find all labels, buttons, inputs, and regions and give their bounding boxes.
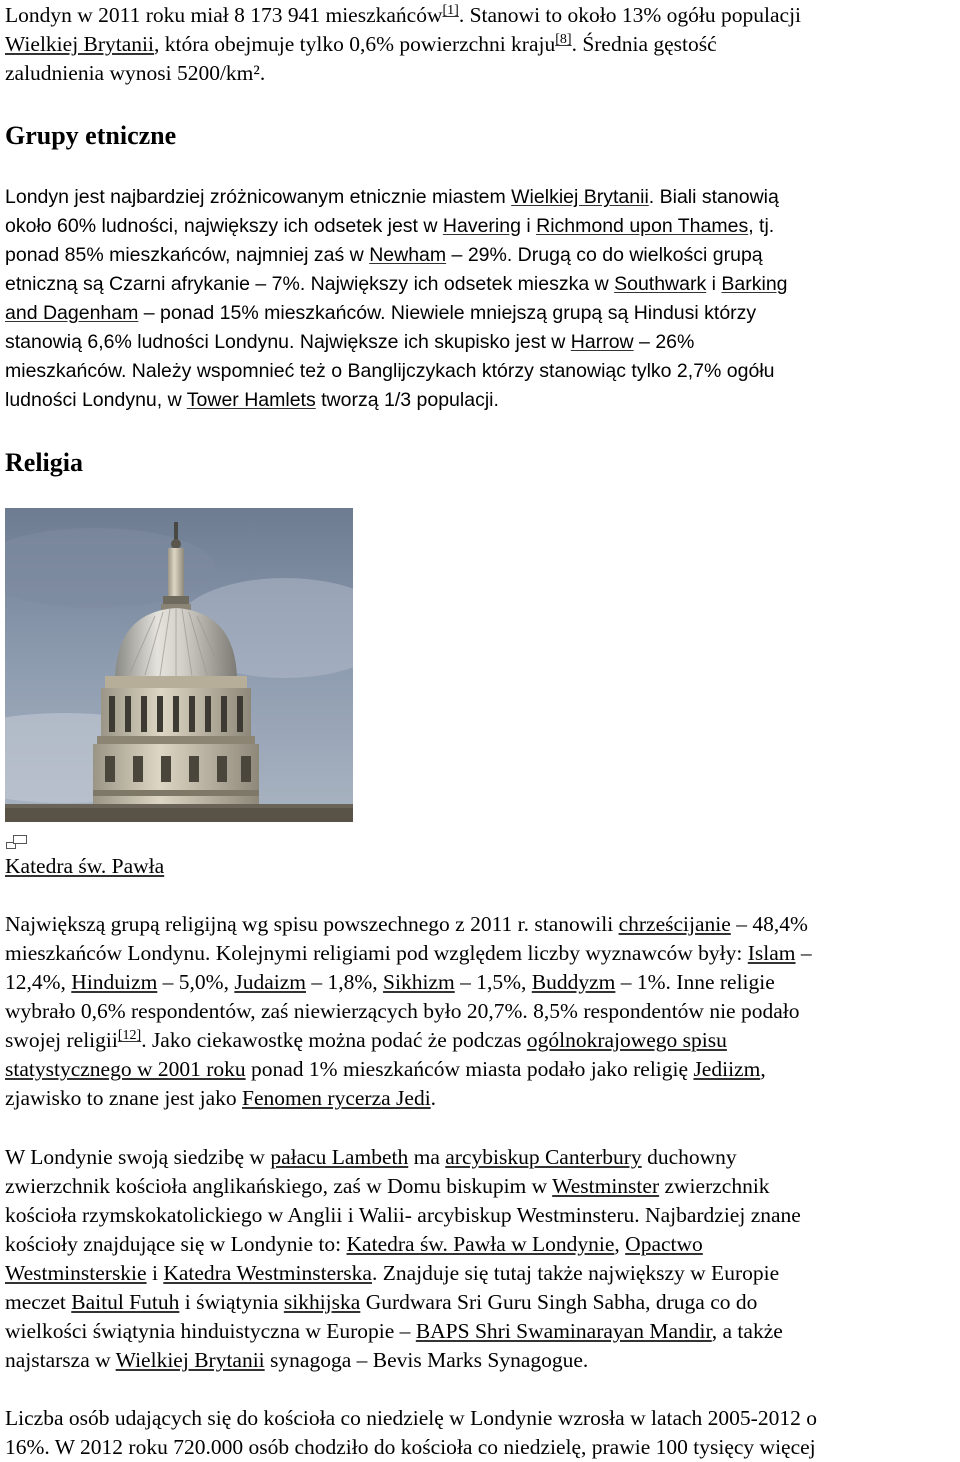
- text: wielkości świątynia hinduistyczna w Europie –: [5, 1319, 416, 1343]
- religion-paragraph-2: [5, 1143, 958, 1375]
- link-hinduizm[interactable]: Hinduizm: [71, 970, 158, 994]
- ethnic-paragraph: [5, 183, 958, 415]
- link-baps-mandir[interactable]: BAPS Shri Swaminarayan Mandir: [415, 1319, 712, 1343]
- link-palac-lambeth[interactable]: pałacu Lambeth: [270, 1145, 409, 1169]
- text: 12,4%,: [5, 970, 72, 994]
- religion-paragraph-1: [5, 910, 958, 1113]
- text: – 1,5%,: [454, 970, 532, 994]
- link-harrow[interactable]: Harrow: [570, 331, 634, 353]
- link-arcybiskup-canterbury[interactable]: arcybiskup Canterbury: [445, 1145, 642, 1169]
- text: najstarsza w: [5, 1348, 116, 1372]
- text: meczet: [5, 1290, 72, 1314]
- text: Londyn jest najbardziej zróżnicowanym etnicznie miastem: [5, 186, 512, 208]
- link-islam[interactable]: Islam: [747, 941, 796, 965]
- link-fenomen-rycerza-jedi[interactable]: Fenomen rycerza Jedi: [242, 1086, 431, 1110]
- text: ludności Londynu, w: [5, 389, 187, 411]
- link-spis-2001-cont[interactable]: statystycznego w 2001 roku: [5, 1057, 246, 1081]
- text: mieszkańców. Należy wspomnieć też o Banglijczykach którzy stanowiąc tylko 2,7% ogółu: [5, 360, 775, 382]
- heading-religia: Religia: [5, 448, 83, 477]
- text: ponad 85% mieszkańców, najmniej zaś w: [5, 244, 370, 266]
- link-opactwo[interactable]: Opactwo: [625, 1232, 703, 1256]
- text: zwierzchnik: [659, 1174, 770, 1198]
- link-richmond[interactable]: Richmond upon Thames: [536, 215, 749, 237]
- text: – ponad 15% mieszkańców. Niewiele mniejszą grupą są Hindusi którzy: [138, 302, 757, 324]
- text: – 48,4%: [730, 912, 808, 936]
- text: – 5,0%,: [157, 970, 235, 994]
- link-sikhizm[interactable]: Sikhizm: [383, 970, 455, 994]
- text: 16%. W 2012 roku 720.000 osób chodziło do kościoła co niedzielę, prawie 100 tysięcy więcej: [5, 1435, 816, 1459]
- link-tower-hamlets[interactable]: Tower Hamlets: [186, 389, 316, 411]
- text: stanowią 6,6% ludności Londynu. Największe ich skupisko jest w: [5, 331, 571, 353]
- reference-1-link[interactable]: [1]: [442, 3, 459, 18]
- text: , która obejmuje tylko 0,6% powierzchni kraju: [154, 32, 556, 56]
- text: Gurdwara Sri Guru Singh Sabha, druga co do: [360, 1290, 758, 1314]
- text: zjawisko to znane jest jako: [5, 1086, 243, 1110]
- link-opactwo-cont[interactable]: Westminsterskie: [5, 1261, 147, 1285]
- image-caption: [5, 852, 164, 880]
- link-judaizm[interactable]: Judaizm: [234, 970, 306, 994]
- text: i: [706, 273, 722, 295]
- enlarge-icon[interactable]: [5, 834, 29, 850]
- link-southwark[interactable]: Southwark: [614, 273, 707, 295]
- link-spis-2001[interactable]: ogólnokrajowego spisu: [526, 1028, 727, 1052]
- reference-12-link[interactable]: [12]: [117, 1028, 142, 1043]
- text: – 1%. Inne religie: [615, 970, 775, 994]
- heading-grupy-etniczne: Grupy etniczne: [5, 121, 177, 150]
- link-wielkiej-brytanii[interactable]: Wielkiej Brytanii: [5, 32, 154, 56]
- link-sikhijska[interactable]: sikhijska: [283, 1290, 361, 1314]
- text: . Jako ciekawostkę można podać że podczas: [141, 1028, 527, 1052]
- link-jediizm[interactable]: Jediizm: [693, 1057, 761, 1081]
- text: synagoga – Bevis Marks Synagogue.: [264, 1348, 589, 1372]
- link-dagenham[interactable]: and Dagenham: [5, 302, 139, 324]
- link-chrzescijanie[interactable]: chrześcijanie: [618, 912, 731, 936]
- link-newham[interactable]: Newham: [369, 244, 447, 266]
- intro-paragraph: [5, 1, 958, 88]
- text: zwierzchnik kościoła anglikańskiego, zaś w Domu biskupim w: [5, 1174, 553, 1198]
- text: swojej religii: [5, 1028, 118, 1052]
- link-wielkiej-brytanii[interactable]: Wielkiej Brytanii: [115, 1348, 265, 1372]
- reference-8-link[interactable]: [8]: [555, 32, 572, 47]
- text: Londyn w 2011 roku miał 8 173 941 mieszkańców: [5, 3, 443, 27]
- text: – 29%. Drugą co do wielkości grupą: [446, 244, 763, 266]
- religion-paragraph-3: [5, 1404, 958, 1462]
- text: – 1,8%,: [306, 970, 384, 994]
- text: tworzą 1/3 populacji.: [315, 389, 499, 411]
- text: . Biali stanowią: [648, 186, 779, 208]
- text: W Londynie swoją siedzibę w: [5, 1145, 271, 1169]
- link-katedra-westminsterska[interactable]: Katedra Westminsterska: [163, 1261, 372, 1285]
- text: wybrało 0,6% respondentów, zaś niewierzących było 20,7%. 8,5% respondentów nie podało: [5, 999, 800, 1023]
- link-katedra-sw-pawla[interactable]: Katedra św. Pawła w Londynie: [346, 1232, 615, 1256]
- text: , a także: [711, 1319, 783, 1343]
- text: . Średnia gęstość: [571, 32, 717, 56]
- text: ma: [408, 1145, 446, 1169]
- text: i: [520, 215, 537, 237]
- text: etniczną są Czarni afrykanie – 7%. Największy ich odsetek mieszka w: [5, 273, 615, 295]
- link-havering[interactable]: Havering: [442, 215, 521, 237]
- text: –: [795, 941, 812, 965]
- text: mieszkańców Londynu. Kolejnymi religiami pod względem liczby wyznawców były:: [5, 941, 748, 965]
- st-pauls-cathedral-image[interactable]: [5, 508, 353, 822]
- text: Największą grupą religijną wg spisu powszechnego z 2011 r. stanowili: [5, 912, 619, 936]
- text: – 26%: [633, 331, 695, 353]
- text: ,: [760, 1057, 766, 1081]
- link-baitul-futuh[interactable]: Baitul Futuh: [71, 1290, 180, 1314]
- text: . Znajduje się tutaj także największy w Europie: [371, 1261, 780, 1285]
- link-buddyzm[interactable]: Buddyzm: [531, 970, 616, 994]
- text: i świątynia: [179, 1290, 284, 1314]
- text: , tj.: [748, 215, 775, 237]
- text: .: [430, 1086, 437, 1110]
- text: i: [146, 1261, 164, 1285]
- text: Liczba osób udających się do kościoła co niedzielę w Londynie wzrosła w latach 2005-2012 o: [5, 1406, 817, 1430]
- link-katedra-caption[interactable]: Katedra św. Pawła: [5, 854, 165, 878]
- text: około 60% ludności, największy ich odsetek jest w: [5, 215, 443, 237]
- text: zaludnienia wynosi 5200/km².: [5, 61, 266, 85]
- text: kościoła rzymskokatolickiego w Anglii i Walii- arcybiskup Westminsteru. Najbardziej znane: [5, 1203, 801, 1227]
- link-westminster[interactable]: Westminster: [552, 1174, 660, 1198]
- text: kościoły znajdujące się w Londynie to:: [5, 1232, 347, 1256]
- text: ponad 1% mieszkańców miasta podało jako religię: [245, 1057, 694, 1081]
- link-barking[interactable]: Barking: [721, 273, 788, 295]
- text: ,: [614, 1232, 626, 1256]
- link-wielkiej-brytanii[interactable]: Wielkiej Brytanii: [511, 186, 649, 208]
- text: . Stanowi to około 13% ogółu populacji: [458, 3, 802, 27]
- text: duchowny: [641, 1145, 737, 1169]
